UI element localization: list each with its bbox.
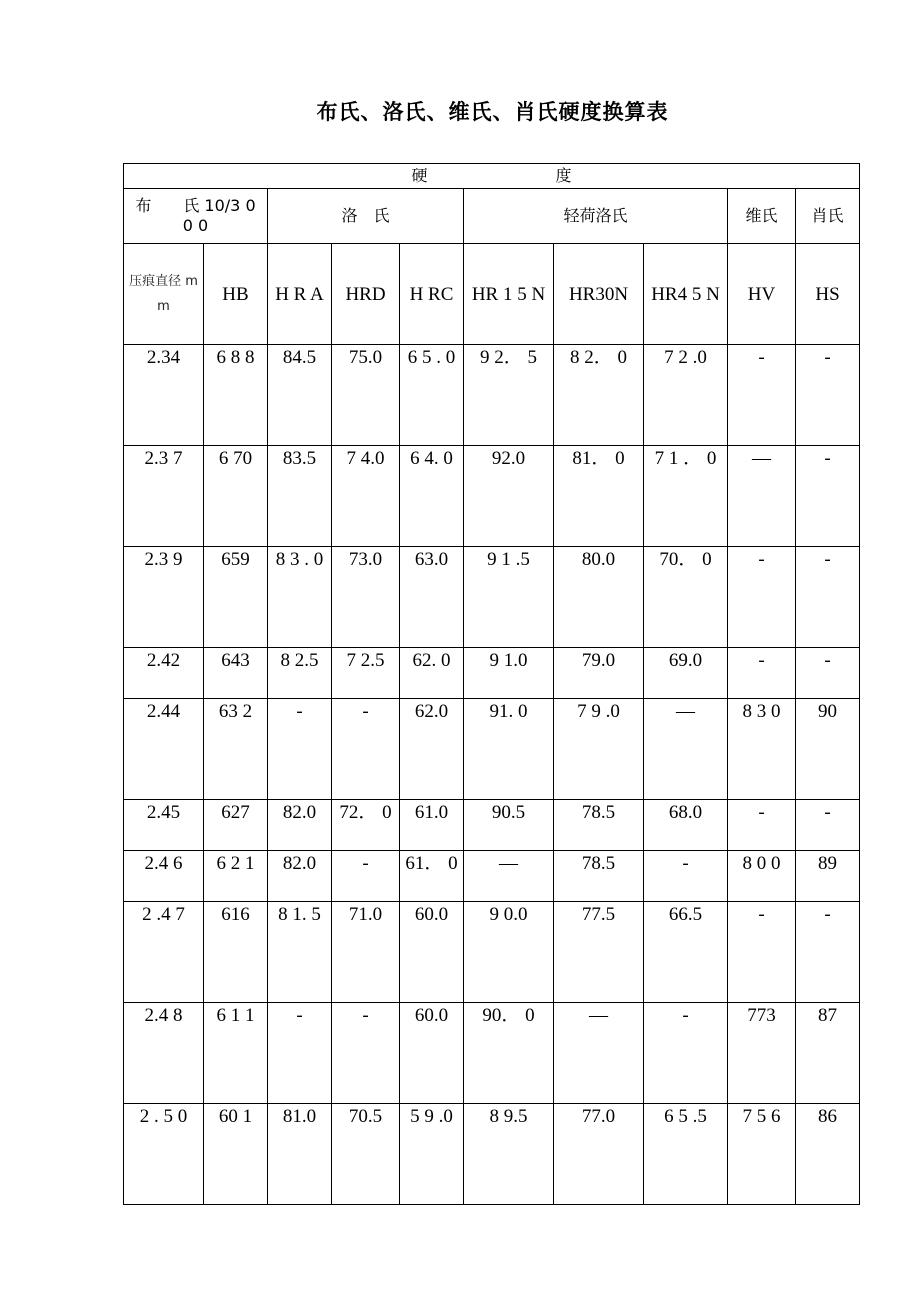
cell-value: —: [752, 448, 771, 469]
cell-value: 62. 0: [412, 650, 451, 671]
table-cell: [554, 1003, 644, 1104]
table-cell: [124, 699, 204, 800]
table-cell: [204, 648, 268, 699]
cell-value: —: [676, 701, 695, 722]
table-cell: [796, 851, 860, 902]
cell-value: 2.44: [146, 701, 181, 722]
table-cell: [644, 1003, 728, 1104]
header-brinell: 布 氏 10/3 0 0 0: [124, 189, 268, 244]
table-cell: [728, 800, 796, 851]
cell-value: -: [758, 802, 765, 823]
cell-value: 60.0: [414, 904, 449, 925]
cell-value: 5 9 .0: [410, 1106, 453, 1127]
cell-value: -: [824, 347, 831, 368]
table-cell: [796, 902, 860, 1003]
cell-value: -: [362, 701, 369, 722]
table-cell: [124, 547, 204, 648]
table-cell: [268, 648, 332, 699]
cell-value: -: [682, 853, 689, 874]
cell-value: 7 2.5: [346, 650, 385, 671]
cell-value: -: [824, 549, 831, 570]
table-cell: [124, 1104, 204, 1205]
cell-value: —: [499, 853, 518, 874]
table-cell: [554, 902, 644, 1003]
table-row: [124, 345, 860, 446]
cell-value: 6 4. 0: [410, 448, 453, 469]
table-cell: [644, 699, 728, 800]
cell-value: 643: [221, 650, 250, 671]
cell-value: 77.0: [581, 1106, 616, 1127]
table-cell: [400, 902, 464, 1003]
table-cell: [796, 345, 860, 446]
table-cell: [464, 345, 554, 446]
table-cell: [464, 699, 554, 800]
cell-value: 73.0: [348, 549, 383, 570]
column-header: HR30N: [554, 244, 644, 345]
column-header: 压痕直径 mm: [124, 244, 204, 345]
cell-value: 8 2.5: [280, 650, 319, 671]
table-cell: [332, 345, 400, 446]
cell-value: -: [758, 347, 765, 368]
table-cell: [464, 547, 554, 648]
cell-value: 91. 0: [489, 701, 528, 722]
table-row: [124, 699, 860, 800]
table-cell: [554, 345, 644, 446]
table-cell: [124, 446, 204, 547]
table-cell: [204, 1104, 268, 1205]
cell-value: 616: [221, 904, 250, 925]
table-cell: [204, 800, 268, 851]
cell-value: 90: [818, 701, 837, 722]
table-cell: [332, 800, 400, 851]
cell-value: 81.0: [282, 1106, 317, 1127]
cell-value: 87: [818, 1005, 837, 1026]
table-cell: [400, 851, 464, 902]
cell-value: 8 3 . 0: [275, 549, 324, 570]
column-header: H RC: [400, 244, 464, 345]
cell-value: 9 1.0: [489, 650, 528, 671]
table-cell: [400, 800, 464, 851]
cell-value: -: [824, 802, 831, 823]
table-cell: [796, 446, 860, 547]
table-cell: [268, 800, 332, 851]
cell-value: -: [296, 1005, 303, 1026]
table-cell: [554, 699, 644, 800]
page-title: 布氏、洛氏、维氏、肖氏硬度换算表: [316, 100, 669, 124]
table-cell: [332, 446, 400, 547]
cell-value: -: [296, 701, 303, 722]
table-cell: [124, 851, 204, 902]
cell-value: 7 4.0: [346, 448, 385, 469]
table-cell: [644, 345, 728, 446]
column-header: HV: [728, 244, 796, 345]
table-cell: [728, 446, 796, 547]
table-cell: [464, 648, 554, 699]
table-row: [124, 902, 860, 1003]
cell-value: 60.0: [414, 1005, 449, 1026]
header-hardness: 硬 度: [124, 164, 860, 189]
table-cell: [400, 648, 464, 699]
table-cell: [464, 1104, 554, 1205]
table-cell: [796, 1003, 860, 1104]
table-cell: [268, 345, 332, 446]
table-cell: [268, 699, 332, 800]
table-cell: [400, 345, 464, 446]
table-row: [124, 446, 860, 547]
table-cell: [204, 446, 268, 547]
cell-value: 77.5: [581, 904, 616, 925]
cell-value: -: [824, 448, 831, 469]
table-cell: [796, 648, 860, 699]
cell-value: -: [758, 904, 765, 925]
table-cell: [554, 446, 644, 547]
cell-value: 63.0: [414, 549, 449, 570]
cell-value: 7 9 .0: [577, 701, 620, 722]
column-header: HB: [204, 244, 268, 345]
cell-value: 83.5: [282, 448, 317, 469]
table-cell: [554, 1104, 644, 1205]
cell-value: —: [589, 1005, 608, 1026]
cell-value: 2.42: [146, 650, 181, 671]
table-cell: [400, 1003, 464, 1104]
header-shore: 肖氏: [796, 189, 860, 244]
table-cell: [332, 699, 400, 800]
table-cell: [796, 800, 860, 851]
table-row: [124, 1104, 860, 1205]
table-cell: [728, 902, 796, 1003]
table-cell: [124, 800, 204, 851]
cell-value: 79.0: [581, 650, 616, 671]
cell-value: 2.4 8: [144, 1005, 183, 1026]
table-row: [124, 547, 860, 648]
cell-value: 659: [221, 549, 250, 570]
table-cell: [464, 446, 554, 547]
cell-value: 9 1 .5: [487, 549, 530, 570]
cell-value: 80.0: [581, 549, 616, 570]
cell-value: 6 5 . 0: [407, 347, 456, 368]
cell-value: 7 2 .0: [664, 347, 707, 368]
table-cell: [124, 902, 204, 1003]
cell-value: 69.0: [668, 650, 703, 671]
table-cell: [644, 446, 728, 547]
table-cell: [332, 648, 400, 699]
table-cell: [728, 648, 796, 699]
cell-value: 773: [747, 1005, 776, 1026]
cell-value: -: [824, 904, 831, 925]
table-cell: [644, 902, 728, 1003]
cell-value: 9 0.0: [489, 904, 528, 925]
cell-value: 82.0: [282, 853, 317, 874]
table-cell: [728, 1104, 796, 1205]
cell-value: 71.0: [348, 904, 383, 925]
cell-value: 2 .4 7: [142, 904, 185, 925]
cell-value: 89: [818, 853, 837, 874]
table-cell: [268, 851, 332, 902]
table-cell: [728, 345, 796, 446]
cell-value: 7 1 ． 0: [654, 448, 717, 469]
cell-value: 61.0: [414, 802, 449, 823]
cell-value: 70． 0: [659, 549, 712, 570]
table-cell: [728, 851, 796, 902]
table-cell: [332, 1104, 400, 1205]
header-light-rockwell: 轻荷洛氏: [464, 189, 728, 244]
table-cell: [644, 851, 728, 902]
cell-value: -: [362, 853, 369, 874]
table-row: [124, 1003, 860, 1104]
cell-value: 78.5: [581, 853, 616, 874]
table-cell: [332, 547, 400, 648]
table-cell: [204, 547, 268, 648]
cell-value: -: [682, 1005, 689, 1026]
table-cell: [124, 1003, 204, 1104]
table-cell: [554, 648, 644, 699]
table-cell: [464, 1003, 554, 1104]
cell-value: 6 2 1: [216, 853, 255, 874]
table-cell: [332, 902, 400, 1003]
cell-value: 6 70: [218, 448, 253, 469]
cell-value: -: [758, 650, 765, 671]
table-cell: [268, 1104, 332, 1205]
table-cell: [728, 699, 796, 800]
table-cell: [124, 648, 204, 699]
cell-value: 75.0: [348, 347, 383, 368]
column-header: HR4 5 N: [644, 244, 728, 345]
column-header: H R A: [268, 244, 332, 345]
table-cell: [332, 1003, 400, 1104]
table-cell: [796, 699, 860, 800]
cell-value: 92.0: [491, 448, 526, 469]
column-header: HRD: [332, 244, 400, 345]
header-rockwell: 洛 氏: [268, 189, 464, 244]
table-cell: [204, 345, 268, 446]
table-cell: [796, 547, 860, 648]
cell-value: 86: [818, 1106, 837, 1127]
table-cell: [268, 902, 332, 1003]
cell-value: 8 2． 0: [569, 347, 627, 368]
cell-value: 6 1 1: [216, 1005, 255, 1026]
table-cell: [400, 699, 464, 800]
table-cell: [464, 800, 554, 851]
cell-value: 90． 0: [482, 1005, 535, 1026]
table-cell: [644, 648, 728, 699]
cell-value: 8 9.5: [489, 1106, 528, 1127]
header-vickers: 维氏: [728, 189, 796, 244]
hardness-conversion-table: [123, 163, 860, 1205]
table-cell: [204, 699, 268, 800]
table-cell: [400, 547, 464, 648]
cell-value: 66.5: [668, 904, 703, 925]
cell-value: 2.45: [146, 802, 181, 823]
cell-value: 70.5: [348, 1106, 383, 1127]
table-cell: [728, 1003, 796, 1104]
cell-value: 62.0: [414, 701, 449, 722]
table-cell: [644, 547, 728, 648]
table-cell: [554, 851, 644, 902]
cell-value: 61． 0: [405, 853, 458, 874]
cell-value: -: [758, 549, 765, 570]
table-cell: [124, 345, 204, 446]
table-cell: [268, 446, 332, 547]
table-cell: [464, 902, 554, 1003]
table-cell: [268, 1003, 332, 1104]
table-cell: [464, 851, 554, 902]
cell-value: 2.3 7: [144, 448, 183, 469]
cell-value: 7 5 6: [742, 1106, 781, 1127]
table-cell: [204, 1003, 268, 1104]
cell-value: 9 2． 5: [479, 347, 537, 368]
column-header: HR 1 5 N: [464, 244, 554, 345]
table-row: [124, 800, 860, 851]
cell-value: 68.0: [668, 802, 703, 823]
cell-value: 2 . 5 0: [139, 1106, 188, 1127]
cell-value: 2.3 9: [144, 549, 183, 570]
cell-value: 84.5: [282, 347, 317, 368]
table-cell: [332, 851, 400, 902]
table-row: [124, 851, 860, 902]
cell-value: 627: [221, 802, 250, 823]
cell-value: 8 3 0: [742, 701, 781, 722]
table-cell: [554, 547, 644, 648]
cell-value: 81． 0: [572, 448, 625, 469]
cell-value: 8 1. 5: [278, 904, 321, 925]
table-cell: [554, 800, 644, 851]
cell-value: 63 2: [218, 701, 253, 722]
table-cell: [204, 902, 268, 1003]
cell-value: 8 0 0: [742, 853, 781, 874]
cell-value: 90.5: [491, 802, 526, 823]
cell-value: 82.0: [282, 802, 317, 823]
table-cell: [268, 547, 332, 648]
cell-value: 60 1: [218, 1106, 253, 1127]
table-cell: [400, 1104, 464, 1205]
table-cell: [728, 547, 796, 648]
cell-value: -: [362, 1005, 369, 1026]
cell-value: -: [824, 650, 831, 671]
table-cell: [644, 800, 728, 851]
table-cell: [644, 1104, 728, 1205]
cell-value: 6 8 8: [216, 347, 255, 368]
cell-value: 2.4 6: [144, 853, 183, 874]
table-row: [124, 648, 860, 699]
table-cell: [400, 446, 464, 547]
table-cell: [796, 1104, 860, 1205]
column-header: HS: [796, 244, 860, 345]
cell-value: 78.5: [581, 802, 616, 823]
table-cell: [204, 851, 268, 902]
cell-value: 6 5 .5: [664, 1106, 707, 1127]
cell-value: 2.34: [146, 347, 181, 368]
cell-value: 72． 0: [339, 802, 392, 823]
